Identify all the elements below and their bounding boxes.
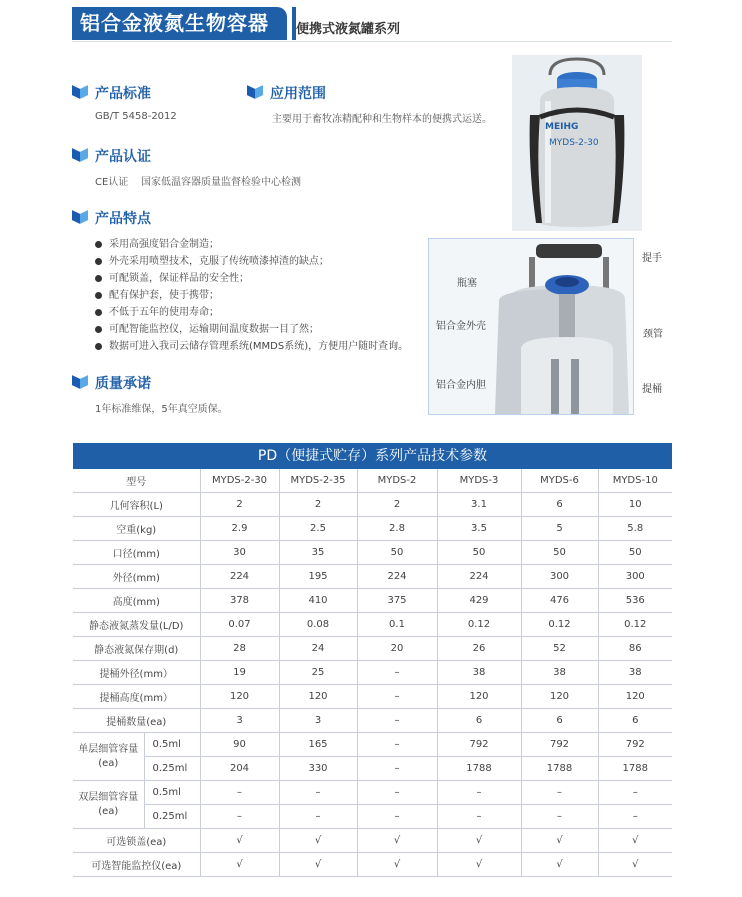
features-list [95, 236, 408, 355]
list-item: 不低于五年的使用寿命； [95, 304, 408, 321]
row-label: 几何容积(L) [73, 493, 200, 517]
table-cell: 38 [521, 661, 598, 685]
table-cell: – [521, 781, 598, 805]
table-cell: – [279, 781, 357, 805]
header-cell: MYDS-2 [357, 469, 437, 493]
sub-label: 0.25ml [144, 805, 200, 829]
row-label: 提桶外径(mm） [73, 661, 200, 685]
spec-table [73, 469, 672, 877]
table-row [73, 733, 672, 757]
table-title: PD（便捷式贮存）系列产品技术参数 [73, 443, 672, 469]
table-cell: 3 [200, 709, 279, 733]
table-cell: 204 [200, 757, 279, 781]
section-title: 应用范围 [270, 86, 326, 102]
cube-icon [72, 376, 88, 390]
table-cell: 38 [598, 661, 672, 685]
section-features-heading [72, 208, 151, 228]
table-row [73, 781, 672, 805]
table-cell: 24 [279, 637, 357, 661]
table-cell: 120 [598, 685, 672, 709]
table-cell: – [437, 781, 521, 805]
table-cell: 2.9 [200, 517, 279, 541]
table-cell: 792 [521, 733, 598, 757]
check-cell: √ [521, 829, 598, 853]
label-outer-shell: 铝合金外壳 [436, 321, 486, 332]
table-cell: 165 [279, 733, 357, 757]
brand-text: MEIHG [545, 122, 579, 132]
check-cell: √ [357, 853, 437, 877]
list-item: 采用高强度铝合金制造； [95, 236, 408, 253]
table-cell: 3.1 [437, 493, 521, 517]
table-cell: 20 [357, 637, 437, 661]
table-cell: 86 [598, 637, 672, 661]
table-cell: – [357, 709, 437, 733]
check-cell: √ [598, 853, 672, 877]
header-cell: MYDS-3 [437, 469, 521, 493]
row-label: 高度(mm) [73, 589, 200, 613]
cube-icon [247, 86, 263, 100]
table-cell: 50 [521, 541, 598, 565]
cube-icon [72, 86, 88, 100]
table-cell: 2 [200, 493, 279, 517]
section-standard-heading [72, 83, 151, 103]
section-title: 质量承诺 [95, 376, 151, 392]
check-cell: √ [279, 853, 357, 877]
table-cell: – [598, 781, 672, 805]
table-cell: – [200, 781, 279, 805]
table-cell: 52 [521, 637, 598, 661]
table-row [73, 589, 672, 613]
table-cell: 0.12 [437, 613, 521, 637]
check-cell: √ [357, 829, 437, 853]
table-cell: 38 [437, 661, 521, 685]
check-cell: √ [200, 853, 279, 877]
table-row [73, 685, 672, 709]
label-inner-liner: 铝合金内胆 [436, 380, 486, 391]
check-cell: √ [521, 853, 598, 877]
row-label: 外径(mm) [73, 565, 200, 589]
header-cell: MYDS-6 [521, 469, 598, 493]
table-cell: 10 [598, 493, 672, 517]
row-label: 静态液氮保存期(d) [73, 637, 200, 661]
table-cell: 224 [437, 565, 521, 589]
table-cell: 5.8 [598, 517, 672, 541]
table-cell: 476 [521, 589, 598, 613]
sub-label: 0.5ml [144, 781, 200, 805]
row-label: 可选锁盖(ea) [73, 829, 200, 853]
cube-icon [72, 211, 88, 225]
table-cell: 2 [357, 493, 437, 517]
table-cell: – [598, 805, 672, 829]
table-cell: – [357, 685, 437, 709]
table-cell: 224 [200, 565, 279, 589]
table-cell: 120 [200, 685, 279, 709]
check-cell: √ [437, 829, 521, 853]
table-cell: 792 [437, 733, 521, 757]
table-cell: – [357, 733, 437, 757]
section-title: 产品标准 [95, 86, 151, 102]
table-cell: 50 [357, 541, 437, 565]
table-cell: 25 [279, 661, 357, 685]
header-cell: 型号 [73, 469, 200, 493]
table-cell: 120 [437, 685, 521, 709]
table-row [73, 469, 672, 493]
table-cell: 0.07 [200, 613, 279, 637]
check-cell: √ [598, 829, 672, 853]
check-cell: √ [437, 853, 521, 877]
product-photo [512, 55, 642, 231]
section-certification-heading [72, 146, 151, 166]
table-cell: 429 [437, 589, 521, 613]
row-label: 口径(mm) [73, 541, 200, 565]
label-canister: 提桶 [642, 384, 662, 395]
row-label: 可选智能监控仪(ea) [73, 853, 200, 877]
table-cell: 1788 [521, 757, 598, 781]
table-cell: 90 [200, 733, 279, 757]
title-divider [72, 41, 672, 42]
list-item: 可配智能监控仪，运输期间温度数据一目了然； [95, 321, 408, 338]
table-cell: 5 [521, 517, 598, 541]
table-row [73, 829, 672, 853]
table-cell: 375 [357, 589, 437, 613]
table-cell: 6 [598, 709, 672, 733]
table-cell: – [521, 805, 598, 829]
section-title: 产品认证 [95, 149, 151, 165]
table-cell: 2 [279, 493, 357, 517]
label-handle: 提手 [642, 253, 662, 264]
table-cell: 330 [279, 757, 357, 781]
row-label: 提桶数量(ea) [73, 709, 200, 733]
header-cell: MYDS-2-35 [279, 469, 357, 493]
table-cell: – [357, 757, 437, 781]
table-row [73, 565, 672, 589]
table-cell: 6 [521, 709, 598, 733]
list-item: 外壳采用喷塑技术，克服了传统喷漆掉渣的缺点； [95, 253, 408, 270]
label-neck: 颈管 [643, 329, 663, 340]
check-cell: √ [200, 829, 279, 853]
table-cell: 50 [437, 541, 521, 565]
table-cell: 195 [279, 565, 357, 589]
row-label: 提桶高度(mm） [73, 685, 200, 709]
table-cell: 50 [598, 541, 672, 565]
table-row [73, 493, 672, 517]
section-application-heading [247, 83, 326, 103]
group-label: 单层细管容量(ea) [73, 733, 144, 781]
page-subtitle: 便携式液氮罐系列 [296, 22, 401, 37]
group-label: 双层细管容量(ea) [73, 781, 144, 829]
quality-text: 1年标准维保，5年真空质保。 [95, 404, 228, 415]
section-title: 产品特点 [95, 211, 151, 227]
table-row [73, 517, 672, 541]
label-stopper: 瓶塞 [457, 278, 477, 289]
table-cell: – [357, 781, 437, 805]
table-cell: 120 [279, 685, 357, 709]
table-row [73, 709, 672, 733]
table-cell: 0.1 [357, 613, 437, 637]
header-cell: MYDS-2-30 [200, 469, 279, 493]
table-cell: 28 [200, 637, 279, 661]
table-cell: 378 [200, 589, 279, 613]
table-cell: 2.5 [279, 517, 357, 541]
table-row [73, 805, 672, 829]
table-cell: 0.08 [279, 613, 357, 637]
table-row [73, 757, 672, 781]
table-cell: 1788 [598, 757, 672, 781]
row-label: 空重(kg) [73, 517, 200, 541]
cube-icon [72, 149, 88, 163]
table-cell: 19 [200, 661, 279, 685]
table-cell: 792 [598, 733, 672, 757]
table-row [73, 637, 672, 661]
table-cell: 410 [279, 589, 357, 613]
certification-text: CE认证 国家低温容器质量监督检验中心检测 [95, 177, 302, 188]
application-text: 主要用于畜牧冻精配种和生物样本的便携式运送。 [272, 114, 492, 125]
table-row [73, 541, 672, 565]
table-cell: 536 [598, 589, 672, 613]
table-cell: – [279, 805, 357, 829]
table-cell: 26 [437, 637, 521, 661]
table-cell: 1788 [437, 757, 521, 781]
table-cell: 300 [521, 565, 598, 589]
table-cell: 0.12 [521, 613, 598, 637]
table-cell: 6 [521, 493, 598, 517]
check-cell: √ [279, 829, 357, 853]
table-row [73, 613, 672, 637]
header-cell: MYDS-10 [598, 469, 672, 493]
table-cell: 3 [279, 709, 357, 733]
table-cell: 120 [521, 685, 598, 709]
table-cell: – [357, 661, 437, 685]
page-title: 铝合金液氮生物容器 [72, 7, 287, 40]
table-cell: 300 [598, 565, 672, 589]
list-item: 配有保护套，使于携带； [95, 287, 408, 304]
sub-label: 0.5ml [144, 733, 200, 757]
list-item: 可配锁盖，保证样品的安全性； [95, 270, 408, 287]
row-label: 静态液氮蒸发量(L/D) [73, 613, 200, 637]
table-row [73, 853, 672, 877]
table-cell: 3.5 [437, 517, 521, 541]
table-cell: 6 [437, 709, 521, 733]
standard-text: GB/T 5458-2012 [95, 111, 177, 122]
list-item: 数据可进入我司云储存管理系统(MMDS系统)，方便用户随时查询。 [95, 338, 408, 355]
table-cell: – [357, 805, 437, 829]
table-cell: 35 [279, 541, 357, 565]
table-cell: 2.8 [357, 517, 437, 541]
table-cell: – [200, 805, 279, 829]
table-cell: 30 [200, 541, 279, 565]
model-text: MYDS-2-30 [549, 138, 599, 148]
table-cell: 0.12 [598, 613, 672, 637]
table-cell: 224 [357, 565, 437, 589]
sub-label: 0.25ml [144, 757, 200, 781]
table-row [73, 661, 672, 685]
section-quality-heading [72, 373, 151, 393]
table-cell: – [437, 805, 521, 829]
